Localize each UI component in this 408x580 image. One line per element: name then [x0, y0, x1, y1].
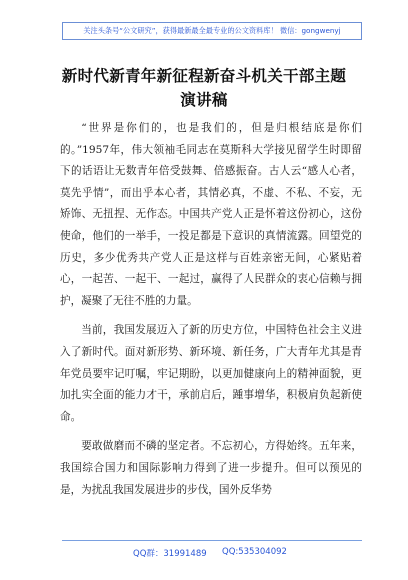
- paragraph: “世界是你们的，也是我们的，但是归根结底是你们的。”1957年，伟大领袖毛同志在莫斯科大学接见留学生时即留下的话语让无数青年倍受鼓舞、倍感振奋。古人云“感人心者，莫先乎情”，而出乎本心者，其情必真，不虚、不私、不妄，无矫饰、无扭捏、无作态。中国共产党人正是怀着这份初心，这份使命，他们的一举手，一投足都是下意识的真情流露。回望党的历史，多少优秀共产党人正是这样与百姓亲密无间，心紧贴着心，一起苦、一起干、一起过，赢得了人民群众的衷心信赖与拥护，凝聚了无往不胜的力量。: [60, 122, 362, 307]
- header-banner-text: 关注头条号“公文研究”，获得最新最全最专业的公文资料库！ 微信：gongwenyj: [83, 26, 341, 35]
- title-line-1: 新时代新青年新征程新奋斗机关干部主题: [61, 67, 347, 85]
- footer-qq-contact: QQ:535304092: [222, 547, 287, 557]
- footer-qq-group: QQ群：31991489: [133, 549, 207, 559]
- title-line-2: 演讲稿: [180, 91, 228, 109]
- document-body: [60, 118, 362, 509]
- footer: [0, 540, 408, 562]
- paragraph: 要敢做磨而不磷的坚定者。不忘初心，方得始终。五年来，我国综合国力和国际影响力得到了进一步提升。但可以预见的是，为扰乱我国发展进步的步伐，国外反华势: [60, 440, 362, 496]
- document-title: [40, 64, 368, 112]
- paragraph: 当前，我国发展迈入了新的历史方位，中国特色社会主义进入了新时代。面对新形势、新环境、新任务，广大青年尤其是青年党员要牢记叮嘱，牢记期盼，以更加健康向上的精神面貌，更加扎实全面的能力才干，承前启后，踵事增华，积极肩负起新使命。: [60, 324, 362, 423]
- header-banner: [62, 22, 362, 40]
